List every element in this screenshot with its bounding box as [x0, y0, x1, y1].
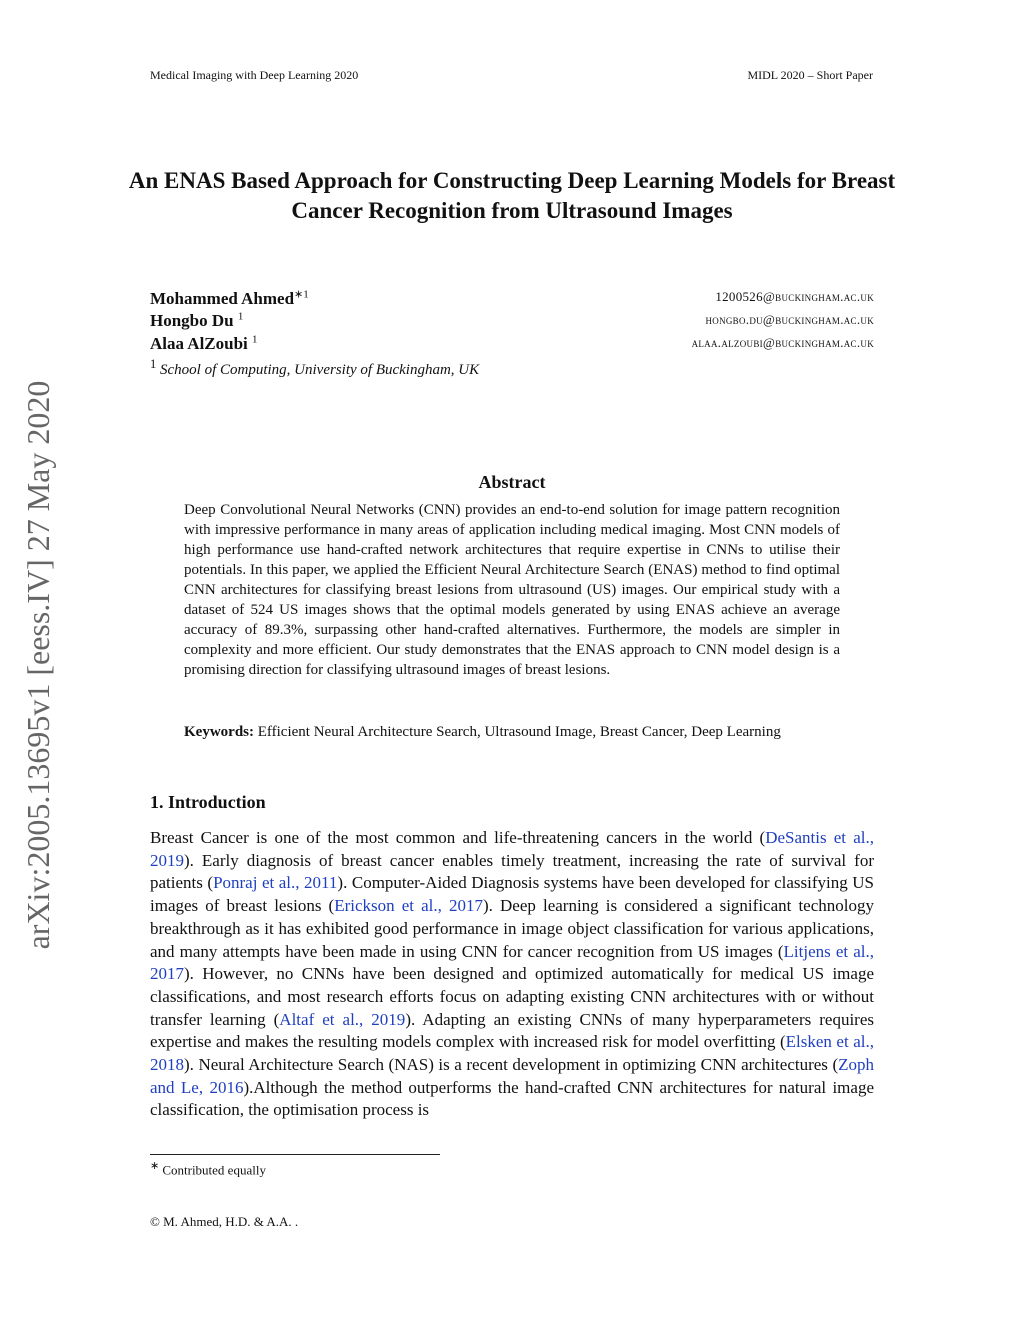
citation-link[interactable]: DeSantis et al., 2019 [150, 828, 874, 870]
abstract-heading: Abstract [478, 472, 546, 492]
paper-title: An ENAS Based Approach for Constructing Deep Learning Models for Breast Cancer Recognition from Ultrasound Images [128, 168, 896, 223]
author-email[interactable]: 1200526@buckingham.ac.uk [715, 289, 874, 304]
citation-link[interactable]: Litjens et al., 2017 [150, 941, 874, 984]
introduction-paragraph: Breast Cancer is one of the most common and life-threatening cancers in the world (DeSantis et al., 2019). Early diagnosis of breast cancer enables timely treatment, increasing the rate of survival for patients (Ponraj et al., 2011). Computer-Aided Diagnosis systems have been developed for classifying US images of breast lesions (Erickson et al., 2017). Deep learning is considered a significant technology breakthrough as it has exhibited good performance in image object classification for various applications, and many attempts have been made in using CNN for cancer recognition from US images (Litjens et al., 2017). However, no CNNs have been designed and optimized automatically for medical US image classifications, and most research efforts focus on adapting existing CNN architectures with or without transfer learning (Altaf et al., 2019). Adapting an existing CNNs of many hyperparameters requires expertise and makes the resulting models complex with increased risk for model overfitting (Elsken et al., 2018). Neural Architecture Search (NAS) is a recent development in optimizing CNN architectures (Zoph and Le, 2016).Although the method outperforms the hand-crafted CNN architectures for natural image classification, the optimisation process is [150, 828, 874, 1120]
author-row [150, 287, 874, 309]
footnote-rule [150, 1154, 440, 1155]
keywords-label: Keywords: [184, 724, 254, 740]
running-header-left: Medical Imaging with Deep Learning 2020 [150, 68, 359, 82]
citation-link[interactable]: Zoph and Le, 2016 [150, 1055, 874, 1097]
author-name: Mohammed Ahmed$^{∗1}$ [150, 288, 309, 308]
citation-link[interactable]: Ponraj et al., 2011 [213, 873, 338, 893]
section-heading-introduction: 1. Introduction [150, 792, 266, 812]
author-email[interactable]: hongbo.du@buckingham.ac.uk [705, 312, 874, 327]
author-name: Hongbo Du $^1$ [150, 310, 244, 330]
citation-link[interactable]: Altaf et al., 2019 [279, 1009, 406, 1029]
footnote: ∗ Contributed equally [150, 1160, 266, 1178]
affiliation: $^1$ School of Computing, University of Buckingham, UK [150, 357, 480, 378]
keywords-text: Efficient Neural Architecture Search, Ultrasound Image, Breast Cancer, Deep Learning [257, 724, 781, 740]
running-header-right: MIDL 2020 – Short Paper [747, 68, 873, 82]
keywords [184, 722, 840, 742]
author-row [150, 310, 874, 331]
abstract-text: Deep Convolutional Neural Networks (CNN) provides an end-to-end solution for image pattern recognition with impressive performance in many areas of application including medical imaging. Most CNN models of high performance use hand-crafted network architectures that require expertise in CNNs to utilise their potentials. In this paper, we applied the Efficient Neural Architecture Search (ENAS) method to find optimal CNN architectures for classifying breast lesions from ultrasound (US) images. Our empirical study with a dataset of 524 US images shows that the optimal models generated by using ENAS achieve an average accuracy of 89.3%, surpassing other hand-crafted alternatives. Furthermore, the models are simpler in complexity and more efficient. Our study demonstrates that the ENAS approach to CNN model design is a promising direction for classifying ultrasound images of breast lesions. [184, 502, 840, 678]
author-name: Alaa AlZoubi $^1$ [150, 333, 258, 353]
author-row [150, 333, 874, 354]
citation-link[interactable]: Erickson et al., 2017 [334, 896, 483, 916]
copyright: © M. Ahmed, H.D. & A.A. . [150, 1214, 299, 1229]
author-email[interactable]: alaa.alzoubi@buckingham.ac.uk [691, 335, 874, 350]
citation-link[interactable]: Elsken et al., 2018 [150, 1032, 874, 1075]
arxiv-stamp: arXiv:2005.13695v1 [eess.IV] 27 May 2020 [20, 380, 56, 950]
